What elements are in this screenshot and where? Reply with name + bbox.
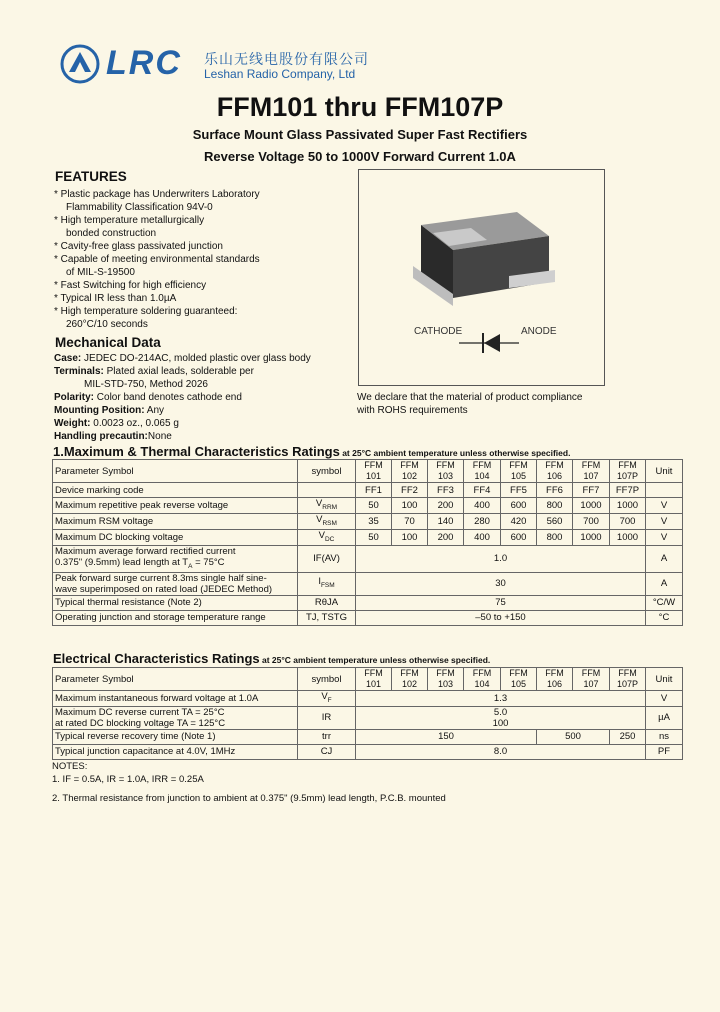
feature-line: bonded construction [66, 228, 157, 239]
terminals-value: Plated axial leads, solderable per [103, 366, 254, 377]
value-cell: FF7 [573, 483, 610, 498]
value-cell: 75 [356, 595, 646, 610]
electrical-table [52, 667, 683, 760]
value-cell: 420 [501, 513, 537, 529]
unit-cell: ns [646, 729, 683, 744]
note-line: 1. IF = 0.5A, IR = 1.0A, IRR = 0.25A [52, 774, 204, 785]
anode-label: ANODE [521, 326, 557, 337]
unit-cell: µA [646, 706, 683, 729]
param-cell: Maximum repetitive peak reverse voltage [53, 498, 298, 514]
header-part: FFM 106 [537, 668, 573, 691]
symbol-cell [298, 483, 356, 498]
param-cell: Maximum DC blocking voltage [53, 529, 298, 545]
value-cell: 140 [428, 513, 464, 529]
table-row [53, 572, 683, 595]
table-header-row [53, 668, 683, 691]
section1-heading: 1.Maximum & Thermal Characteristics Ratings [53, 444, 340, 459]
value-cell: 600 [501, 529, 537, 545]
value-cell: 1.3 [356, 691, 646, 707]
symbol-cell: $V_F$ [298, 691, 356, 707]
value-cell: FF4 [464, 483, 501, 498]
table-row [53, 729, 683, 744]
value-cell: 800 [537, 498, 573, 514]
max-ratings-table [52, 459, 683, 626]
polarity-value: Color band denotes cathode end [94, 392, 242, 403]
symbol-cell: IF(AV) [298, 545, 356, 572]
param-cell: Maximum instantaneous forward voltage at 1.0A [53, 691, 298, 707]
lrc-logo-icon [60, 44, 100, 84]
symbol-cell: $V_{RSM}$ [298, 513, 356, 529]
value-cell: 50 [356, 529, 392, 545]
value-cell: FF2 [392, 483, 428, 498]
terminals-label: Terminals: [54, 366, 104, 377]
param-cell: Typical reverse recovery time (Note 1) [53, 729, 298, 744]
table-row [53, 513, 683, 529]
company-name-en: Leshan Radio Company, Ltd [204, 67, 356, 81]
symbol-cell: trr [298, 729, 356, 744]
value-cell: 30 [356, 572, 646, 595]
header-part: FFM 105 [501, 460, 537, 483]
cathode-label: CATHODE [414, 326, 463, 337]
value-cell: 150 [356, 729, 537, 744]
header-part: FFM 102 [392, 668, 428, 691]
value-cell: 280 [464, 513, 501, 529]
table-row [53, 545, 683, 572]
value-cell: 1000 [610, 498, 646, 514]
header-part: FFM 104 [464, 668, 501, 691]
value-cell: 1000 [610, 529, 646, 545]
header-part: FFM 107P [610, 460, 646, 483]
section2-heading: Electrical Characteristics Ratings [53, 651, 260, 666]
value-cell: 400 [464, 498, 501, 514]
feature-line: 260°C/10 seconds [66, 319, 148, 330]
unit-cell: V [646, 513, 683, 529]
feature-line: * Typical IR less than 1.0µA [54, 293, 177, 304]
param-cell: Maximum DC reverse current TA = 25°C at rated DC blocking voltage TA = 125°C [53, 706, 298, 729]
unit-cell: °C [646, 610, 683, 625]
symbol-cell: RθJA [298, 595, 356, 610]
param-cell: Typical junction capacitance at 4.0V, 1MHz [53, 744, 298, 759]
header-symbol: symbol [298, 460, 356, 483]
value-cell: 200 [428, 529, 464, 545]
header-part: FFM 107 [573, 460, 610, 483]
section1-title [53, 444, 570, 459]
notes [52, 760, 446, 805]
section1-note: at 25°C ambient temperature unless otherwise specified. [339, 448, 571, 458]
value-cell: 100 [392, 529, 428, 545]
header-unit: Unit [646, 668, 683, 691]
table-row [53, 706, 683, 729]
value-cell: 5.0 100 [356, 706, 646, 729]
feature-line: Flammability Classification 94V-0 [66, 202, 213, 213]
package-illustration [359, 170, 604, 385]
subtitle-ratings: Reverse Voltage 50 to 1000V Forward Current 1.0A [204, 149, 516, 164]
value-cell: 700 [573, 513, 610, 529]
param-cell: Operating junction and storage temperature range [53, 610, 298, 625]
terminals-value-2: MIL-STD-750, Method 2026 [84, 379, 208, 390]
case-value: JEDEC DO-214AC, molded plastic over glass body [81, 353, 311, 364]
symbol-cell: $V_{RRM}$ [298, 498, 356, 514]
symbol-cell: $I_{FSM}$ [298, 572, 356, 595]
unit-cell: °C/W [646, 595, 683, 610]
case-label: Case: [54, 353, 82, 364]
value-cell: FF3 [428, 483, 464, 498]
value-cell: 8.0 [356, 744, 646, 759]
header-part: FFM 102 [392, 460, 428, 483]
value-cell: 250 [610, 729, 646, 744]
value-cell: –50 to +150 [356, 610, 646, 625]
header-part: FFM 104 [464, 460, 501, 483]
param-cell: Typical thermal resistance (Note 2) [53, 595, 298, 610]
header-part: FFM 101 [356, 668, 392, 691]
unit-cell: PF [646, 744, 683, 759]
logo-text: LRC [106, 44, 182, 82]
symbol-cell: IR [298, 706, 356, 729]
header-part: FFM 101 [356, 460, 392, 483]
rohs-statement [357, 391, 583, 417]
features-list [54, 188, 260, 331]
param-cell: Device marking code [53, 483, 298, 498]
feature-line: * Fast Switching for high efficiency [54, 280, 207, 291]
unit-cell: V [646, 529, 683, 545]
unit-cell: V [646, 498, 683, 514]
handling-label: Handling precautin: [54, 431, 148, 442]
mechanical-data [54, 352, 311, 443]
value-cell: 35 [356, 513, 392, 529]
package-image-box [358, 169, 605, 386]
page-title: FFM101 thru FFM107P [216, 92, 504, 122]
feature-line: * High temperature metallurgically [54, 215, 205, 226]
features-heading: FEATURES [55, 169, 127, 184]
feature-line: * High temperature soldering guaranteed: [54, 306, 238, 317]
notes-heading: NOTES: [52, 761, 88, 772]
feature-line: * Plastic package has Underwriters Laboratory [54, 189, 260, 200]
value-cell: 560 [537, 513, 573, 529]
unit-cell: A [646, 572, 683, 595]
header-part: FFM 103 [428, 668, 464, 691]
value-cell: 70 [392, 513, 428, 529]
header-part: FFM 106 [537, 460, 573, 483]
handling-value: None [147, 431, 172, 442]
rohs-line: with ROHS requirements [357, 405, 468, 416]
header-part: FFM 103 [428, 460, 464, 483]
param-cell: Peak forward surge current 8.3ms single half sine- wave superimposed on rated load (JEDEC Method) [53, 572, 298, 595]
param-cell: Maximum RSM voltage [53, 513, 298, 529]
param-cell: Maximum average forward rectified current 0.375" (9.5mm) lead length at $T_A = 75^\circ C$ [53, 545, 298, 572]
unit-cell: A [646, 545, 683, 572]
table-row [53, 483, 683, 498]
value-cell: 500 [537, 729, 610, 744]
mechanical-heading: Mechanical Data [55, 335, 161, 350]
header-param: Parameter Symbol [53, 668, 298, 691]
feature-line: * Capable of meeting environmental standards [54, 254, 260, 265]
subtitle: Surface Mount Glass Passivated Super Fast Rectifiers [192, 127, 528, 142]
weight-value: 0.0023 oz., 0.065 g [90, 418, 179, 429]
note-line: 2. Thermal resistance from junction to ambient at 0.375" (9.5mm) lead length, P.C.B. mounted [52, 793, 446, 804]
value-cell: 50 [356, 498, 392, 514]
value-cell: 200 [428, 498, 464, 514]
value-cell: FF5 [501, 483, 537, 498]
table-header-row [53, 460, 683, 483]
table-row [53, 529, 683, 545]
unit-cell [646, 483, 683, 498]
mounting-value: Any [144, 405, 165, 416]
table-row [53, 691, 683, 707]
table-row [53, 498, 683, 514]
header-part: FFM 107P [610, 668, 646, 691]
mounting-label: Mounting Position: [54, 405, 145, 416]
value-cell: FF1 [356, 483, 392, 498]
value-cell: 1000 [573, 529, 610, 545]
table-row [53, 744, 683, 759]
company-name-cn: 乐山无线电股份有限公司 [204, 51, 369, 67]
value-cell: 800 [537, 529, 573, 545]
header-part: FFM 105 [501, 668, 537, 691]
symbol-cell: TJ, TSTG [298, 610, 356, 625]
value-cell: FF6 [537, 483, 573, 498]
feature-line: of MIL-S-19500 [66, 267, 135, 278]
rohs-line: We declare that the material of product compliance [357, 392, 583, 403]
table-row [53, 595, 683, 610]
value-cell: 100 [392, 498, 428, 514]
value-cell: 1.0 [356, 545, 646, 572]
value-cell: FF7P [610, 483, 646, 498]
symbol-cell: $V_{DC}$ [298, 529, 356, 545]
header-unit: Unit [646, 460, 683, 483]
polarity-label: Polarity: [54, 392, 95, 403]
value-cell: 700 [610, 513, 646, 529]
header-part: FFM 107 [573, 668, 610, 691]
header-param: Parameter Symbol [53, 460, 298, 483]
table-row [53, 610, 683, 625]
unit-cell: V [646, 691, 683, 707]
value-cell: 600 [501, 498, 537, 514]
section2-title [53, 651, 490, 666]
value-cell: 1000 [573, 498, 610, 514]
symbol-cell: CJ [298, 744, 356, 759]
section2-note: at 25°C ambient temperature unless otherwise specified. [259, 655, 491, 665]
header-symbol: symbol [298, 668, 356, 691]
weight-label: Weight: [54, 418, 91, 429]
value-cell: 400 [464, 529, 501, 545]
feature-line: * Cavity-free glass passivated junction [54, 241, 223, 252]
